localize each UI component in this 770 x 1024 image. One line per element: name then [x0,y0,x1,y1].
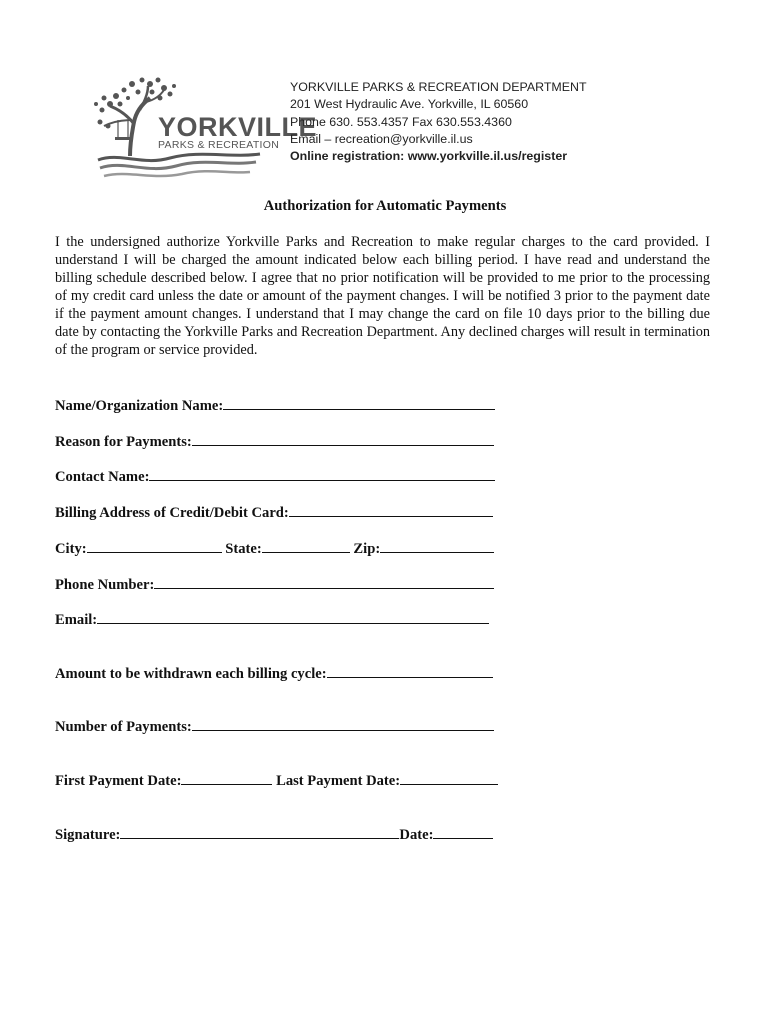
phone-input-line[interactable] [154,574,494,589]
authorization-text: I the undersigned authorize Yorkville Parks and Recreation to make regular charges to the card provided. I understand I will be charged the amount indicated below each billing period. I have read and understand the billing schedule described below. I agree that no prior notification will be provided to me prior to the processing of my credit card unless the date or amount of the payment changes. I will be notified 3 prior to the payment date if the payment amount changes. I understand that I may change the card on file 10 days prior to the billing due date by contacting the Yorkville Parks and Recreation Department. Any declined charges will result in termination of the program or service provided. [55,234,710,358]
billing-address-input-line[interactable] [289,502,493,517]
name-label: Name/Organization Name: [55,398,224,414]
city-state-zip-row [55,538,494,558]
name-field-row [55,395,495,415]
first-payment-date-input-line[interactable] [181,770,272,785]
amount-label: Amount to be withdrawn each billing cycle: [55,666,327,682]
zip-input-line[interactable] [380,538,494,553]
date-label: Date: [399,827,434,843]
department-email: Email – recreation@yorkville.il.us [290,131,473,146]
state-label: State: [225,541,262,557]
signature-label: Signature: [55,827,121,843]
logo-subtitle: PARKS & RECREATION [158,139,280,151]
phone-label: Phone Number: [55,577,155,593]
contact-input-line[interactable] [149,466,495,481]
num-payments-input-line[interactable] [192,716,494,731]
form-title: Authorization for Automatic Payments [263,198,507,214]
signature-date-row [55,824,493,844]
department-name: YORKVILLE PARKS & RECREATION DEPARTMENT [290,80,587,94]
reason-input-line[interactable] [192,431,494,446]
state-input-line[interactable] [262,538,350,553]
department-phone: Phone 630. 553.4357 Fax 630.553.4360 [290,114,512,129]
billing-address-label: Billing Address of Credit/Debit Card: [55,505,289,521]
signature-input-line[interactable] [120,824,399,839]
online-registration: Online registration: www.yorkville.il.us/register [290,149,568,164]
email-field-row [55,609,489,629]
phone-field-row [55,574,494,594]
department-header [290,79,587,165]
reason-field-row [55,431,494,451]
city-label: City: [55,541,87,557]
email-label: Email: [55,612,98,628]
num-payments-field-row [55,716,494,736]
yorkville-logo [90,74,318,186]
logo-wordmark: YORKVILLE [158,112,318,142]
email-input-line[interactable] [97,609,489,624]
name-input-line[interactable] [223,395,495,410]
num-payments-label: Number of Payments: [55,719,192,735]
amount-field-row [55,663,493,683]
last-payment-date-label: Last Payment Date: [276,773,401,789]
amount-input-line[interactable] [327,663,493,678]
date-input-line[interactable] [433,824,493,839]
contact-field-row [55,466,495,486]
payment-dates-row [55,770,498,790]
reason-label: Reason for Payments: [55,434,192,450]
department-address: 201 West Hydraulic Ave. Yorkville, IL 60560 [290,97,529,112]
last-payment-date-input-line[interactable] [400,770,498,785]
city-input-line[interactable] [87,538,222,553]
zip-label: Zip: [353,541,381,557]
billing-address-field-row [55,502,493,522]
contact-label: Contact Name: [55,469,150,485]
first-payment-date-label: First Payment Date: [55,773,182,789]
